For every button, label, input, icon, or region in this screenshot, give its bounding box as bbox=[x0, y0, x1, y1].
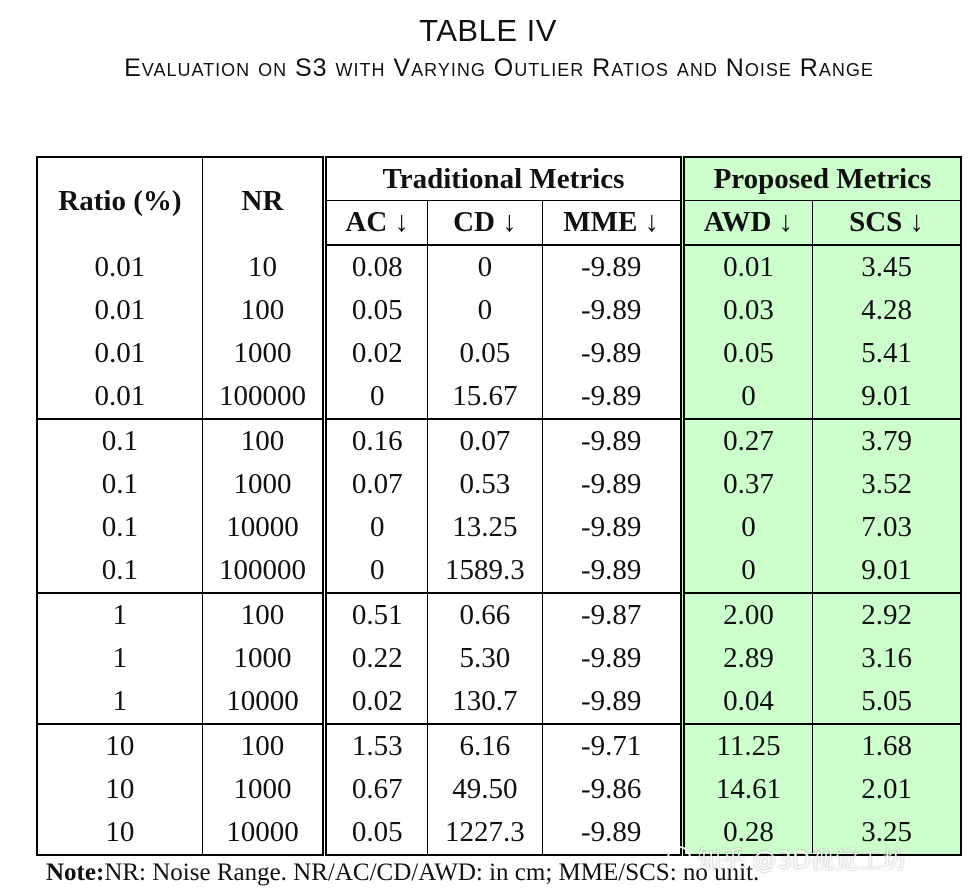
cell-ac: 0.08 bbox=[325, 245, 428, 289]
cell-ac: 0 bbox=[325, 506, 428, 549]
cell-mme: -9.89 bbox=[542, 811, 682, 855]
cell-cd: 15.67 bbox=[428, 375, 542, 419]
header-awd: AWD ↓ bbox=[682, 201, 812, 246]
cell-ratio: 1 bbox=[37, 680, 202, 724]
cell-nr: 1000 bbox=[202, 332, 324, 375]
cell-nr: 10000 bbox=[202, 811, 324, 855]
cell-awd: 0.03 bbox=[682, 289, 812, 332]
cell-scs: 3.79 bbox=[813, 419, 961, 463]
cell-awd: 0.04 bbox=[682, 680, 812, 724]
cell-ac: 0.67 bbox=[325, 768, 428, 811]
table-caption bbox=[0, 12, 976, 86]
cell-nr: 100 bbox=[202, 593, 324, 637]
cell-mme: -9.89 bbox=[542, 549, 682, 593]
cell-ratio: 0.01 bbox=[94, 294, 146, 326]
table-row bbox=[37, 724, 961, 768]
cell-nr: 10000 bbox=[202, 506, 324, 549]
results-table bbox=[36, 156, 962, 856]
cell-ac: 0.02 bbox=[325, 332, 428, 375]
cell-ratio: 0.1 bbox=[37, 549, 202, 593]
cell-scs: 3.16 bbox=[813, 637, 961, 680]
table-row bbox=[37, 593, 961, 637]
cell-ac: 0.05 bbox=[325, 289, 428, 332]
cell-scs: 3.25 bbox=[813, 811, 961, 855]
table-note bbox=[46, 857, 759, 889]
cell-awd: 0.01 bbox=[682, 245, 812, 289]
cell-ratio: 0.01 bbox=[94, 250, 146, 283]
zhihu-logo-icon bbox=[667, 846, 691, 870]
cell-ratio: 0.1 bbox=[101, 425, 139, 457]
cell-awd: 0.37 bbox=[682, 463, 812, 506]
cell-awd: 2.89 bbox=[682, 637, 812, 680]
table-row bbox=[37, 637, 961, 680]
cell-ac: 0.16 bbox=[325, 419, 428, 463]
cell-ac: 1.53 bbox=[325, 724, 428, 768]
cell-ac: 0 bbox=[325, 375, 428, 419]
cell-awd: 2.00 bbox=[682, 593, 812, 637]
cell-cd: 130.7 bbox=[428, 680, 542, 724]
table-row bbox=[37, 332, 961, 375]
header-cd: CD ↓ bbox=[428, 201, 542, 246]
cell-nr: 100 bbox=[202, 289, 324, 332]
cell-ac: 0.22 bbox=[325, 637, 428, 680]
cell-awd: 0 bbox=[682, 549, 812, 593]
cell-ratio: 0.01 bbox=[37, 375, 202, 419]
cell-awd: 0 bbox=[682, 506, 812, 549]
cell-nr: 10000 bbox=[202, 680, 324, 724]
cell-mme: -9.89 bbox=[542, 245, 682, 289]
cell-scs: 9.01 bbox=[813, 375, 961, 419]
table-row bbox=[37, 419, 961, 463]
header-ac: AC ↓ bbox=[325, 201, 428, 246]
table-title: Evaluation on S3 with Varying Outlier Ratios and Noise Range bbox=[124, 54, 874, 82]
cell-nr: 100 bbox=[202, 419, 324, 463]
header-scs: SCS ↓ bbox=[813, 201, 961, 246]
cell-ac: 0.51 bbox=[325, 593, 428, 637]
cell-scs: 9.01 bbox=[813, 549, 961, 593]
cell-ratio: 1 bbox=[112, 642, 128, 674]
cell-scs: 3.45 bbox=[813, 245, 961, 289]
cell-mme: -9.89 bbox=[542, 419, 682, 463]
table-label: TABLE IV bbox=[419, 13, 557, 48]
cell-scs: 3.52 bbox=[813, 463, 961, 506]
cell-awd: 0.27 bbox=[682, 419, 812, 463]
header-ratio: Ratio (%) bbox=[58, 185, 182, 217]
cell-mme: -9.89 bbox=[542, 680, 682, 724]
header-nr: NR bbox=[202, 157, 324, 245]
table-header bbox=[37, 157, 961, 245]
cell-ratio: 0.01 bbox=[94, 337, 146, 369]
cell-awd: 0 bbox=[682, 375, 812, 419]
header-mme: MME ↓ bbox=[542, 201, 682, 246]
cell-awd: 0.05 bbox=[682, 332, 812, 375]
cell-awd: 11.25 bbox=[682, 724, 812, 768]
cell-ratio: 0.1 bbox=[101, 511, 139, 543]
note-text: NR: Noise Range. NR/AC/CD/AWD: in cm; MME/SCS: no unit. bbox=[104, 859, 760, 886]
cell-mme: -9.89 bbox=[542, 289, 682, 332]
cell-scs: 4.28 bbox=[813, 289, 961, 332]
cell-mme: -9.89 bbox=[542, 463, 682, 506]
header-traditional-metrics: Traditional Metrics bbox=[325, 157, 683, 201]
cell-nr: 100000 bbox=[202, 375, 324, 419]
cell-cd: 0 bbox=[428, 289, 542, 332]
cell-scs: 1.68 bbox=[813, 724, 961, 768]
cell-ac: 0.07 bbox=[325, 463, 428, 506]
cell-mme: -9.89 bbox=[542, 506, 682, 549]
watermark bbox=[667, 840, 906, 875]
cell-ac: 0 bbox=[325, 549, 428, 593]
cell-cd: 0.66 bbox=[428, 593, 542, 637]
cell-ratio: 0.1 bbox=[101, 468, 139, 500]
cell-nr: 100000 bbox=[202, 549, 324, 593]
table-row bbox=[37, 768, 961, 811]
cell-mme: -9.87 bbox=[542, 593, 682, 637]
table-row bbox=[37, 549, 961, 593]
header-proposed-metrics: Proposed Metrics bbox=[682, 157, 961, 201]
cell-nr: 10 bbox=[202, 245, 324, 289]
table-row bbox=[37, 245, 961, 289]
cell-mme: -9.71 bbox=[542, 724, 682, 768]
cell-ac: 0.05 bbox=[325, 811, 428, 855]
cell-cd: 0 bbox=[428, 245, 542, 289]
cell-nr: 1000 bbox=[202, 637, 324, 680]
cell-cd: 49.50 bbox=[428, 768, 542, 811]
watermark-text: 知乎 @3D视觉工坊 bbox=[697, 846, 907, 874]
table-row bbox=[37, 375, 961, 419]
cell-scs: 7.03 bbox=[813, 506, 961, 549]
cell-cd: 0.53 bbox=[428, 463, 542, 506]
cell-mme: -9.89 bbox=[542, 637, 682, 680]
cell-ratio: 10 bbox=[105, 773, 135, 805]
cell-cd: 1589.3 bbox=[428, 549, 542, 593]
cell-mme: -9.89 bbox=[542, 375, 682, 419]
cell-cd: 0.05 bbox=[428, 332, 542, 375]
cell-cd: 1227.3 bbox=[428, 811, 542, 855]
cell-awd: 14.61 bbox=[682, 768, 812, 811]
cell-scs: 5.41 bbox=[813, 332, 961, 375]
cell-ac: 0.02 bbox=[325, 680, 428, 724]
cell-scs: 5.05 bbox=[813, 680, 961, 724]
cell-awd: 0.28 bbox=[682, 811, 812, 855]
cell-cd: 5.30 bbox=[428, 637, 542, 680]
cell-mme: -9.86 bbox=[542, 768, 682, 811]
table-row bbox=[37, 680, 961, 724]
note-label: Note: bbox=[46, 859, 105, 886]
table-row bbox=[37, 289, 961, 332]
cell-scs: 2.92 bbox=[813, 593, 961, 637]
cell-nr: 1000 bbox=[202, 463, 324, 506]
cell-cd: 6.16 bbox=[428, 724, 542, 768]
cell-ratio: 10 bbox=[105, 730, 135, 762]
cell-cd: 13.25 bbox=[428, 506, 542, 549]
cell-nr: 100 bbox=[202, 724, 324, 768]
cell-cd: 0.07 bbox=[428, 419, 542, 463]
cell-ratio: 10 bbox=[105, 816, 135, 848]
cell-ratio: 1 bbox=[112, 599, 128, 631]
cell-scs: 2.01 bbox=[813, 768, 961, 811]
table-row bbox=[37, 463, 961, 506]
table-body bbox=[37, 245, 961, 855]
cell-mme: -9.89 bbox=[542, 332, 682, 375]
cell-nr: 1000 bbox=[202, 768, 324, 811]
table-row bbox=[37, 506, 961, 549]
